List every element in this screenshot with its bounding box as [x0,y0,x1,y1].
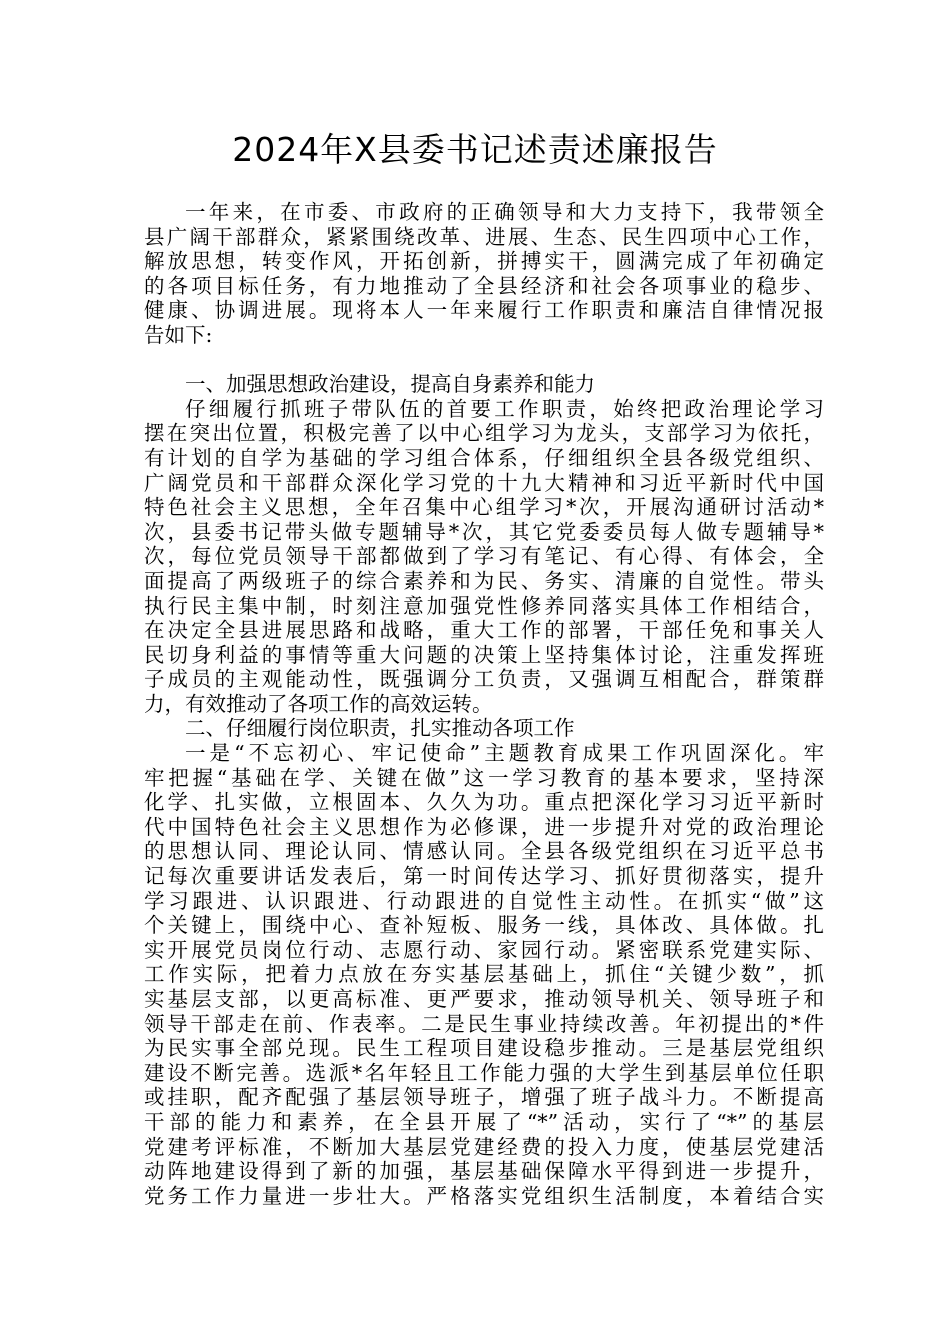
paragraph-line: 次，县委书记带头做专题辅导*次，其它党委委员每人做专题辅导* [144,519,824,544]
paragraph-line: 一年来，在市委、市政府的正确领导和大力支持下，我带领全 [185,200,824,224]
paragraph-line: 或挂职，配齐配强了基层领导班子，增强了班子战斗力。不断提高 [144,1085,824,1110]
heading-text: 一、加强思想政治建设，提高自身素养和能力 [185,372,595,397]
paragraph-line: 干部的能力和素养，在全县开展了“*”活动，实行了“*”的基层 [144,1109,824,1134]
paragraph-line: 广阔党员和干部群众深化学习党的十九大精神和习近平新时代中国 [144,470,824,495]
paragraph-line: 工作实际，把着力点放在夯实基层基础上，抓住“关键少数”，抓 [144,962,824,987]
paragraph-line: 县广阔干部群众，紧紧围绕改革、进展、生态、民生四项中心工作， [144,224,824,249]
paragraph-line: 次，每位党员领导干部都做到了学习有笔记、有心得、有体会，全 [144,544,824,569]
paragraph-line: 子成员的主观能动性，既强调分工负责，又强调互相配合，群策群 [144,667,824,692]
paragraph [144,397,824,717]
heading-text: 二、仔细履行岗位职责，扎实推动各项工作 [185,716,575,741]
paragraph-line: 摆在突出位置，积极完善了以中心组学习为龙头，支部学习为依托， [144,421,824,446]
paragraph-line: 领导干部走在前、作表率。二是民生事业持续改善。年初提出的*件 [144,1011,824,1036]
paragraph-line: 党务工作力量进一步壮大。严格落实党组织生活制度，本着结合实 [144,1183,824,1208]
paragraph-line: 执行民主集中制，时刻注意加强党性修养同落实具体工作相结合， [144,593,824,618]
paragraph-line: 化学、扎实做，立根固本、久久为功。重点把深化学习习近平新时 [144,790,824,815]
paragraph-line: 为民实事全部兑现。民生工程项目建设稳步推动。三是基层党组织 [144,1036,824,1061]
paragraph-line: 动阵地建设得到了新的加强，基层基础保障水平得到进一步提升， [144,1159,824,1184]
paragraph-line: 在决定全县进展思路和战略，重大工作的部署，干部任免和事关人 [144,618,824,643]
document-title: 2024年X县委书记述责述廉报告 [232,130,718,169]
paragraph-line: 建设不断完善。选派*名年轻且工作能力强的大学生到基层单位任职 [144,1060,824,1085]
paragraph-line: 代中国特色社会主义思想作为必修课，进一步提升对党的政治理论 [144,814,824,839]
paragraph-line: 一是“不忘初心、牢记使命”主题教育成果工作巩固深化。牢 [185,741,824,766]
paragraph-line: 特色社会主义思想，全年召集中心组学习*次，开展沟通研讨活动* [144,495,824,520]
paragraph-line: 的各项目标任务，有力地推动了全县经济和社会各项事业的稳步、 [144,273,824,298]
paragraph [144,200,824,348]
paragraph-line: 民切身利益的事情等重大问题的决策上坚持集体讨论，注重发挥班 [144,642,824,667]
paragraph-line: 实基层支部，以更高标准、更严要求，推动领导机关、领导班子和 [144,987,824,1011]
paragraph-line: 有计划的自学为基础的学习组合体系，仔细组织全县各级党组织、 [144,445,824,470]
paragraph-spacer [144,348,824,373]
section-heading [144,716,824,741]
paragraph-line: 健康、协调进展。现将本人一年来履行工作职责和廉洁自律情况报 [144,298,824,323]
paragraph-line: 告如下: [144,322,213,347]
paragraph-line: 面提高了两级班子的综合素养和为民、务实、清廉的自觉性。带头 [144,568,824,593]
paragraph-line: 党建考评标准，不断加大基层党建经费的投入力度，使基层党建活 [144,1134,824,1159]
section-heading [144,372,824,397]
paragraph-line: 力，有效推动了各项工作的高效运转。 [144,691,493,716]
document-body [144,200,824,1208]
paragraph-line: 实开展党员岗位行动、志愿行动、家园行动。紧密联系党建实际、 [144,937,824,962]
paragraph-line: 仔细履行抓班子带队伍的首要工作职责，始终把政治理论学习 [185,396,824,421]
paragraph-line: 的思想认同、理论认同、情感认同。全县各级党组织在习近平总书 [144,839,824,864]
paragraph-line: 解放思想，转变作风，开拓创新，拼搏实干，圆满完成了年初确定 [144,249,824,274]
paragraph-line: 学习跟进、认识跟进、行动跟进的自觉性主动性。在抓实“做”这 [144,888,824,913]
paragraph [144,741,824,1208]
paragraph-line: 牢把握“基础在学、关键在做”这一学习教育的基本要求，坚持深 [144,765,824,790]
paragraph-line: 个关键上，围绕中心、查补短板、服务一线，具体改、具体做。扎 [144,913,824,938]
paragraph-line: 记每次重要讲话发表后，第一时间传达学习、抓好贯彻落实，提升 [144,864,824,889]
